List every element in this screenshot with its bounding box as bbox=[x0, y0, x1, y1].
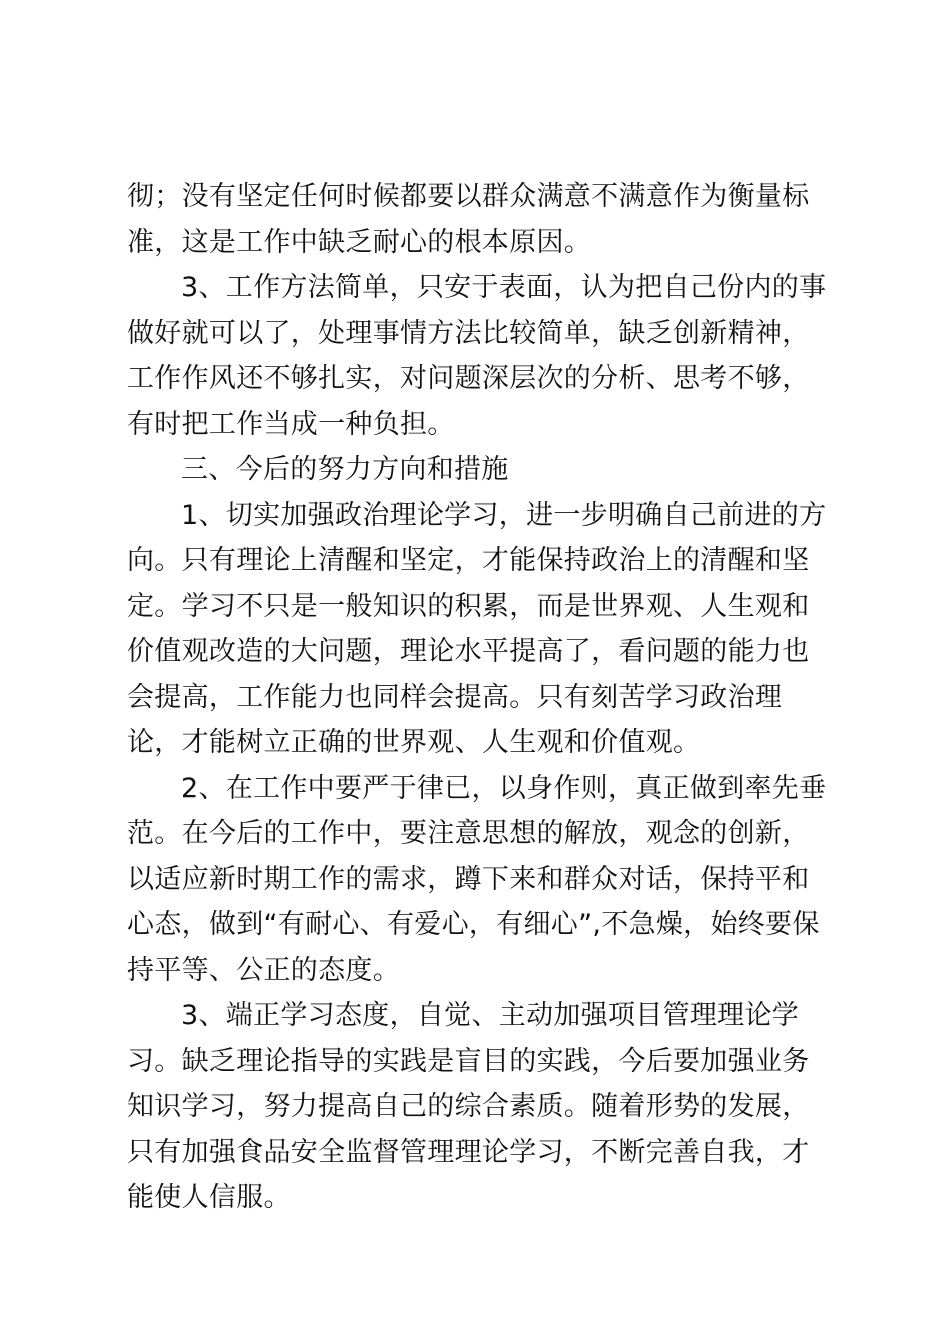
section-heading-future-direction: 三、今后的努力方向和措施 bbox=[181, 454, 509, 485]
document-body bbox=[127, 174, 833, 1221]
paragraph-measure-3-learning-attitude: 3、端正学习态度，自觉、主动加强项目管理理论学习。缺乏理论指导的实践是盲目的实践，今后要加强业务知识学习，努力提高自己的综合素质。随着形势的发展，只有加强食品安全监督管理理论学习，不断完善自我，才能使人信服。 bbox=[127, 1000, 810, 1213]
paragraph-measure-2-self-discipline: 2、在工作中要严于律已，以身作则，真正做到率先垂范。在今后的工作中，要注意思想的解放，观念的创新，以适应新时期工作的需求，蹲下来和群众对话，保持平和心态，做到“有耐心、有爱心，有细心”,不急燥，始终要保持平等、公正的态度。 bbox=[127, 772, 827, 986]
paragraph-measure-1-theory-study: 1、切实加强政治理论学习，进一步明确自己前进的方向。只有理论上清醒和坚定，才能保持政治上的清醒和坚定。学习不只是一般知识的积累，而是世界观、人生观和价值观改造的大问题，理论水平提高了，看问题的能力也会提高，工作能力也同样会提高。只有刻苦学习政治理论，才能树立正确的世界观、人生观和价值观。 bbox=[127, 499, 827, 758]
paragraph-item-3-work-method: 3、工作方法简单，只安于表面，认为把自己份内的事做好就可以了，处理事情方法比较简单，缺乏创新精神，工作作风还不够扎实，对问题深层次的分析、思考不够，有时把工作当成一种负担。 bbox=[127, 272, 827, 440]
paragraph-continuation: 彻；没有坚定任何时候都要以群众满意不满意作为衡量标准，这是工作中缺乏耐心的根本原因。 bbox=[127, 181, 810, 258]
